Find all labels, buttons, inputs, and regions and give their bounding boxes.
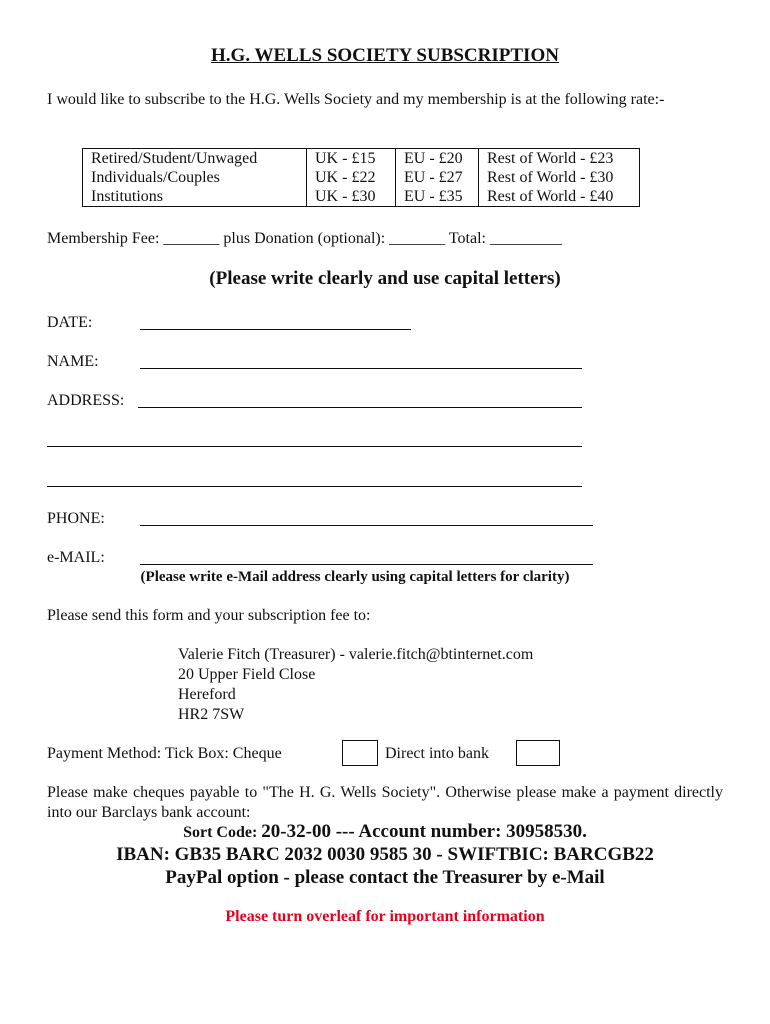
address-field-3[interactable] xyxy=(47,486,582,487)
sort-code-line xyxy=(0,821,770,843)
sort-code-label: Sort Code: xyxy=(183,824,262,841)
address-line: Hereford xyxy=(178,686,236,703)
bank-option-label: Direct into bank xyxy=(385,745,489,762)
write-clearly-heading: (Please write clearly and use capital letters) xyxy=(209,268,561,289)
name-label: NAME: xyxy=(47,353,99,370)
cheque-checkbox[interactable] xyxy=(342,740,378,766)
table-cell: EU - £35 xyxy=(396,187,479,207)
name-field[interactable] xyxy=(140,368,582,369)
table-row xyxy=(83,149,640,169)
address-line: 20 Upper Field Close xyxy=(178,666,316,683)
table-cell: Retired/Student/Unwaged xyxy=(83,149,307,169)
table-cell: Rest of World - £23 xyxy=(479,149,640,169)
payment-method-label: Payment Method: Tick Box: Cheque xyxy=(47,745,282,762)
email-label: e-MAIL: xyxy=(47,549,105,566)
table-row xyxy=(83,187,640,207)
address-line: HR2 7SW xyxy=(178,706,245,723)
table-cell: UK - £30 xyxy=(307,187,396,207)
overleaf-notice: Please turn overleaf for important information xyxy=(225,908,545,925)
table-cell: Rest of World - £40 xyxy=(479,187,640,207)
table-cell: EU - £27 xyxy=(396,168,479,187)
treasurer-address xyxy=(178,645,533,725)
iban-line: IBAN: GB35 BARC 2032 0030 9585 30 - SWIFTBIC: BARCGB22 xyxy=(116,844,654,865)
address-label: ADDRESS: xyxy=(47,392,125,409)
table-cell: UK - £15 xyxy=(307,149,396,169)
page-title: H.G. WELLS SOCIETY SUBSCRIPTION xyxy=(211,45,559,66)
date-field[interactable] xyxy=(140,329,411,330)
email-field[interactable] xyxy=(140,564,593,565)
phone-field[interactable] xyxy=(140,525,593,526)
paypal-line: PayPal option - please contact the Treasurer by e-Mail xyxy=(165,867,605,888)
phone-label: PHONE: xyxy=(47,510,105,527)
table-cell: EU - £20 xyxy=(396,149,479,169)
membership-rates-table xyxy=(82,148,640,207)
table-cell: Individuals/Couples xyxy=(83,168,307,187)
date-label: DATE: xyxy=(47,314,93,331)
email-note: (Please write e-Mail address clearly using capital letters for clarity) xyxy=(140,569,570,585)
table-cell: Rest of World - £30 xyxy=(479,168,640,187)
intro-paragraph: I would like to subscribe to the H.G. Wells Society and my membership is at the following rate:- xyxy=(47,91,665,108)
send-to-text: Please send this form and your subscription fee to: xyxy=(47,607,371,624)
cheques-paragraph: Please make cheques payable to "The H. G. Wells Society". Otherwise please make a payment directly into our Barclays bank account: xyxy=(47,784,723,821)
sort-code-value: 20-32-00 --- Account number: 30958530. xyxy=(261,821,587,842)
address-field-2[interactable] xyxy=(47,446,582,447)
address-field-1[interactable] xyxy=(138,407,582,408)
bank-checkbox[interactable] xyxy=(516,740,560,766)
membership-fee-line[interactable]: Membership Fee: _______ plus Donation (optional): _______ Total: _________ xyxy=(47,230,562,247)
table-row xyxy=(83,168,640,187)
table-cell: UK - £22 xyxy=(307,168,396,187)
address-line: Valerie Fitch (Treasurer) - valerie.fitch@btinternet.com xyxy=(178,646,534,663)
table-cell: Institutions xyxy=(83,187,307,207)
